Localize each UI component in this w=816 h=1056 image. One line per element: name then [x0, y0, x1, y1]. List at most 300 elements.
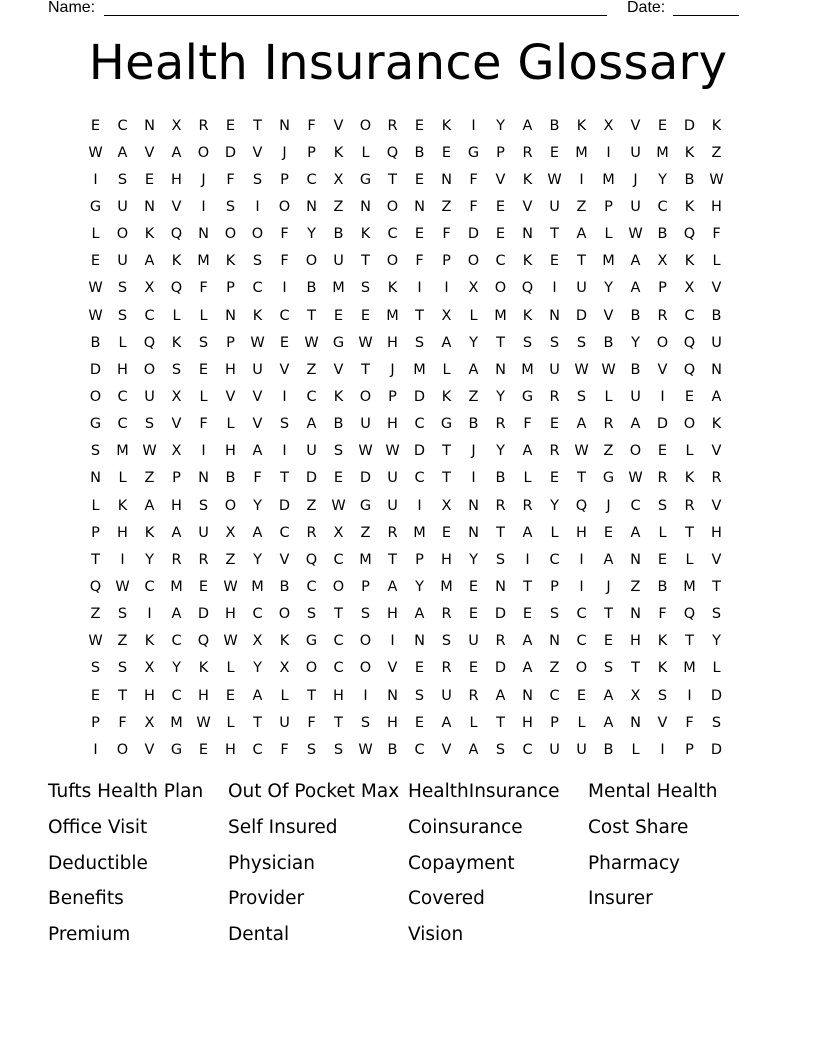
grid-letter: O	[224, 497, 237, 514]
grid-letter: K	[657, 633, 668, 650]
grid-letter: Z	[333, 198, 344, 215]
grid-letter: A	[711, 388, 722, 405]
grid-letter: L	[469, 307, 478, 324]
grid-letter: U	[576, 280, 587, 297]
grid-letter: Z	[117, 633, 128, 650]
word-bank-item: Premium	[48, 924, 131, 946]
grid-letter: E	[144, 171, 155, 188]
grid-letter: W	[331, 497, 346, 514]
grid-letter: C	[117, 117, 128, 134]
grid-letter: C	[306, 171, 317, 188]
grid-letter: S	[171, 361, 182, 378]
grid-letter: W	[574, 361, 589, 378]
grid-letter: R	[198, 551, 209, 568]
grid-letter: T	[388, 551, 397, 568]
grid-letter: C	[279, 524, 290, 541]
grid-letter: X	[225, 524, 236, 541]
grid-letter: B	[333, 416, 344, 433]
grid-letter: R	[468, 687, 479, 704]
grid-letter: V	[657, 714, 668, 731]
grid-letter: E	[333, 307, 344, 324]
grid-letter: W	[358, 741, 373, 758]
grid-letter: M	[602, 171, 615, 188]
grid-letter: Y	[307, 226, 316, 243]
grid-letter: C	[252, 606, 263, 623]
grid-letter: D	[494, 606, 507, 623]
grid-letter: X	[630, 687, 641, 704]
grid-letter: N	[630, 714, 641, 731]
grid-letter: A	[630, 524, 641, 541]
grid-letter: L	[91, 497, 100, 514]
grid-letter: H	[387, 416, 398, 433]
grid-letter: H	[630, 633, 641, 650]
grid-letter: T	[685, 633, 694, 650]
grid-letter: H	[711, 198, 722, 215]
grid-letter: V	[495, 171, 506, 188]
grid-letter: S	[279, 416, 290, 433]
grid-letter: E	[657, 443, 668, 460]
grid-letter: O	[386, 198, 399, 215]
word-bank	[48, 778, 768, 957]
grid-letter: K	[441, 117, 452, 134]
word-bank-item: Dental	[228, 924, 290, 946]
grid-letter: A	[522, 443, 533, 460]
grid-letter: T	[442, 443, 451, 460]
grid-letter: G	[89, 416, 102, 433]
grid-letter: Y	[496, 117, 505, 134]
grid-letter: N	[144, 117, 155, 134]
grid-letter: T	[334, 606, 343, 623]
grid-letter: W	[385, 443, 400, 460]
grid-letter: J	[201, 171, 206, 188]
grid-letter: K	[522, 171, 533, 188]
grid-letter: X	[468, 280, 479, 297]
grid-letter: K	[522, 307, 533, 324]
grid-letter: C	[576, 633, 587, 650]
grid-letter: G	[89, 198, 102, 215]
grid-letter: V	[144, 741, 155, 758]
grid-letter: S	[117, 280, 128, 297]
grid-letter: U	[441, 687, 452, 704]
grid-letter: M	[170, 714, 183, 731]
date-blank-line	[673, 15, 739, 16]
grid-letter: O	[251, 226, 264, 243]
grid-letter: E	[441, 524, 452, 541]
grid-letter: K	[279, 633, 290, 650]
grid-letter: E	[684, 388, 695, 405]
grid-letter: B	[306, 280, 317, 297]
grid-letter: E	[225, 117, 236, 134]
grid-letter: N	[549, 307, 560, 324]
grid-letter: T	[523, 578, 532, 595]
word-bank-item: HealthInsurance	[408, 781, 560, 802]
grid-letter: R	[711, 470, 722, 487]
grid-letter: W	[574, 443, 589, 460]
grid-letter: K	[252, 307, 263, 324]
grid-letter: I	[606, 144, 611, 161]
grid-letter: X	[144, 660, 155, 677]
grid-letter: N	[441, 171, 452, 188]
grid-letter: F	[199, 416, 208, 433]
grid-letter: T	[361, 253, 370, 270]
grid-letter: D	[359, 470, 372, 487]
grid-letter: A	[522, 524, 533, 541]
grid-letter: K	[225, 253, 236, 270]
grid-letter: H	[117, 361, 128, 378]
grid-letter: V	[279, 361, 290, 378]
grid-letter: O	[683, 416, 696, 433]
grid-letter: W	[223, 633, 238, 650]
grid-letter: M	[332, 280, 345, 297]
grid-letter: V	[279, 551, 290, 568]
grid-letter: H	[225, 443, 236, 460]
grid-letter: Q	[683, 606, 696, 623]
grid-letter: F	[685, 714, 694, 731]
grid-letter: T	[118, 687, 127, 704]
grid-letter: X	[144, 714, 155, 731]
grid-letter: Z	[711, 144, 722, 161]
grid-letter: P	[226, 334, 235, 351]
grid-letter: E	[414, 660, 425, 677]
grid-letter: C	[495, 253, 506, 270]
grid-letter: W	[88, 307, 103, 324]
grid-letter: Q	[386, 144, 399, 161]
grid-letter: Y	[631, 334, 640, 351]
grid-letter: L	[712, 660, 721, 677]
grid-letter: M	[359, 551, 372, 568]
grid-letter: U	[549, 741, 560, 758]
grid-letter: B	[333, 226, 344, 243]
grid-letter: Q	[521, 280, 534, 297]
grid-letter: I	[687, 687, 692, 704]
grid-letter: E	[279, 334, 290, 351]
grid-letter: X	[279, 660, 290, 677]
grid-letter: W	[601, 361, 616, 378]
grid-letter: T	[496, 334, 505, 351]
grid-letter: B	[495, 470, 506, 487]
grid-letter: A	[576, 416, 587, 433]
grid-letter: C	[387, 226, 398, 243]
grid-letter: J	[606, 497, 611, 514]
grid-letter: I	[390, 633, 395, 650]
grid-letter: S	[198, 497, 209, 514]
grid-letter: S	[360, 280, 371, 297]
grid-letter: H	[441, 551, 452, 568]
grid-letter: J	[282, 144, 287, 161]
grid-letter: Q	[683, 226, 696, 243]
grid-letter: V	[387, 660, 398, 677]
grid-letter: E	[414, 714, 425, 731]
grid-letter: B	[387, 741, 398, 758]
grid-letter: D	[710, 741, 723, 758]
word-bank-item: Copayment	[408, 852, 515, 874]
grid-letter: L	[172, 307, 181, 324]
grid-letter: B	[657, 578, 668, 595]
grid-letter: G	[440, 416, 453, 433]
grid-letter: I	[471, 117, 476, 134]
grid-letter: K	[441, 388, 452, 405]
grid-letter: I	[201, 198, 206, 215]
grid-letter: E	[333, 470, 344, 487]
grid-letter: U	[387, 470, 398, 487]
grid-letter: A	[414, 606, 425, 623]
grid-letter: V	[171, 416, 182, 433]
grid-letter: H	[522, 714, 533, 731]
grid-letter: A	[171, 144, 182, 161]
grid-letter: H	[387, 714, 398, 731]
grid-letter: L	[280, 687, 289, 704]
grid-letter: Q	[170, 280, 183, 297]
grid-letter: C	[549, 687, 560, 704]
grid-letter: M	[575, 144, 588, 161]
grid-letter: V	[711, 280, 722, 297]
grid-letter: G	[521, 388, 534, 405]
grid-letter: K	[684, 198, 695, 215]
grid-letter: F	[469, 171, 478, 188]
grid-letter: K	[144, 524, 155, 541]
grid-letter: I	[282, 388, 287, 405]
grid-letter: H	[171, 497, 182, 514]
grid-letter: J	[633, 171, 638, 188]
grid-letter: R	[684, 497, 695, 514]
grid-letter: A	[630, 253, 641, 270]
grid-letter: J	[606, 578, 611, 595]
grid-letter: S	[414, 687, 425, 704]
grid-letter: M	[413, 524, 426, 541]
grid-letter: T	[307, 307, 316, 324]
grid-letter: I	[120, 551, 125, 568]
grid-letter: C	[549, 551, 560, 568]
grid-letter: V	[333, 361, 344, 378]
grid-letter: C	[252, 280, 263, 297]
grid-letter: H	[225, 361, 236, 378]
grid-letter: S	[603, 660, 614, 677]
grid-letter: E	[198, 361, 209, 378]
grid-letter: K	[684, 470, 695, 487]
grid-letter: F	[523, 416, 532, 433]
grid-letter: E	[468, 606, 479, 623]
grid-letter: Y	[253, 497, 262, 514]
grid-letter: I	[93, 171, 98, 188]
grid-letter: R	[495, 633, 506, 650]
grid-letter: Y	[172, 660, 181, 677]
grid-letter: L	[226, 714, 235, 731]
grid-letter: O	[494, 280, 507, 297]
grid-letter: D	[278, 497, 291, 514]
grid-letter: K	[684, 144, 695, 161]
grid-letter: Z	[306, 361, 317, 378]
grid-letter: U	[252, 361, 263, 378]
grid-letter: K	[117, 497, 128, 514]
grid-letter: Y	[496, 388, 505, 405]
grid-letter: E	[657, 117, 668, 134]
grid-letter: M	[251, 578, 264, 595]
grid-letter: G	[602, 470, 615, 487]
grid-letter: I	[363, 687, 368, 704]
grid-letter: I	[282, 443, 287, 460]
grid-letter: F	[280, 741, 289, 758]
grid-letter: E	[603, 633, 614, 650]
grid-letter: P	[496, 144, 505, 161]
grid-letter: M	[170, 578, 183, 595]
grid-letter: M	[116, 443, 129, 460]
grid-letter: C	[576, 606, 587, 623]
grid-letter: K	[333, 144, 344, 161]
grid-letter: E	[90, 253, 101, 270]
grid-letter: F	[469, 198, 478, 215]
grid-letter: I	[579, 551, 584, 568]
grid-letter: H	[144, 687, 155, 704]
grid-letter: E	[549, 144, 560, 161]
grid-letter: O	[467, 253, 480, 270]
grid-letter: S	[90, 443, 101, 460]
grid-letter: X	[684, 280, 695, 297]
grid-letter: Y	[658, 171, 667, 188]
grid-letter: Y	[253, 660, 262, 677]
grid-letter: E	[468, 578, 479, 595]
grid-letter: T	[361, 361, 370, 378]
grid-letter: W	[628, 470, 643, 487]
grid-letter: U	[630, 144, 641, 161]
grid-letter: O	[359, 633, 372, 650]
grid-letter: H	[576, 524, 587, 541]
grid-letter: O	[278, 606, 291, 623]
grid-letter: N	[387, 687, 398, 704]
grid-letter: C	[684, 307, 695, 324]
grid-letter: P	[307, 144, 316, 161]
grid-letter: I	[525, 551, 530, 568]
grid-letter: Q	[89, 578, 102, 595]
grid-letter: Z	[549, 660, 560, 677]
grid-letter: S	[414, 334, 425, 351]
grid-letter: A	[603, 687, 614, 704]
grid-letter: S	[711, 714, 722, 731]
grid-letter: X	[333, 171, 344, 188]
grid-letter: I	[471, 470, 476, 487]
grid-letter: F	[118, 714, 127, 731]
grid-letter: L	[226, 416, 235, 433]
grid-letter: R	[441, 606, 452, 623]
grid-letter: L	[631, 741, 640, 758]
grid-letter: C	[144, 578, 155, 595]
grid-letter: R	[522, 144, 533, 161]
grid-letter: C	[630, 497, 641, 514]
grid-letter: W	[88, 144, 103, 161]
grid-letter: N	[360, 198, 371, 215]
grid-letter: O	[359, 117, 372, 134]
grid-letter: P	[226, 280, 235, 297]
grid-letter: E	[198, 578, 209, 595]
grid-letter: A	[603, 551, 614, 568]
grid-letter: I	[417, 280, 422, 297]
grid-letter: N	[549, 633, 560, 650]
grid-letter: T	[577, 470, 586, 487]
grid-letter: D	[656, 416, 669, 433]
grid-letter: Z	[576, 198, 587, 215]
grid-letter: F	[253, 470, 262, 487]
grid-letter: B	[468, 416, 479, 433]
grid-letter: A	[630, 416, 641, 433]
grid-letter: L	[604, 388, 613, 405]
grid-letter: O	[197, 144, 210, 161]
grid-letter: J	[390, 361, 395, 378]
grid-letter: P	[91, 714, 100, 731]
grid-letter: W	[223, 578, 238, 595]
grid-letter: Y	[604, 280, 613, 297]
grid-letter: L	[658, 524, 667, 541]
grid-letter: W	[547, 171, 562, 188]
grid-letter: K	[387, 280, 398, 297]
grid-letter: L	[199, 388, 208, 405]
grid-letter: L	[685, 551, 694, 568]
grid-letter: M	[602, 253, 615, 270]
grid-letter: B	[603, 334, 614, 351]
grid-letter: R	[306, 524, 317, 541]
grid-letter: Q	[305, 551, 318, 568]
grid-letter: Y	[712, 633, 721, 650]
grid-letter: U	[630, 388, 641, 405]
word-bank-item: Benefits	[48, 888, 124, 910]
grid-letter: X	[171, 388, 182, 405]
grid-letter: S	[117, 660, 128, 677]
grid-letter: U	[198, 524, 209, 541]
grid-letter: W	[88, 280, 103, 297]
grid-letter: E	[90, 687, 101, 704]
grid-letter: O	[278, 198, 291, 215]
grid-letter: M	[386, 307, 399, 324]
grid-letter: P	[361, 578, 370, 595]
grid-letter: C	[333, 551, 344, 568]
grid-letter: F	[658, 606, 667, 623]
grid-letter: L	[550, 524, 559, 541]
grid-letter: B	[657, 226, 668, 243]
grid-letter: Y	[253, 551, 262, 568]
grid-letter: S	[333, 741, 344, 758]
grid-letter: K	[522, 253, 533, 270]
grid-letter: Z	[630, 578, 641, 595]
grid-letter: S	[495, 551, 506, 568]
grid-letter: D	[494, 660, 507, 677]
grid-letter: C	[333, 660, 344, 677]
grid-letter: X	[171, 117, 182, 134]
grid-letter: V	[630, 117, 641, 134]
grid-letter: A	[171, 524, 182, 541]
grid-letter: C	[657, 198, 668, 215]
grid-letter: S	[117, 307, 128, 324]
grid-letter: K	[144, 633, 155, 650]
grid-letter: E	[603, 524, 614, 541]
grid-letter: Z	[144, 470, 155, 487]
grid-letter: O	[629, 443, 642, 460]
grid-letter: T	[388, 171, 397, 188]
grid-letter: X	[333, 524, 344, 541]
grid-letter: A	[306, 416, 317, 433]
grid-letter: I	[660, 741, 665, 758]
grid-letter: R	[657, 307, 668, 324]
word-bank-item: Covered	[408, 888, 485, 910]
grid-letter: A	[630, 280, 641, 297]
grid-letter: K	[171, 334, 182, 351]
grid-letter: Z	[468, 388, 479, 405]
grid-letter: K	[684, 253, 695, 270]
grid-letter: F	[280, 226, 289, 243]
grid-letter: B	[225, 470, 236, 487]
grid-letter: H	[387, 334, 398, 351]
grid-letter: T	[334, 714, 343, 731]
grid-letter: J	[471, 443, 476, 460]
grid-letter: S	[333, 443, 344, 460]
grid-letter: A	[144, 253, 155, 270]
